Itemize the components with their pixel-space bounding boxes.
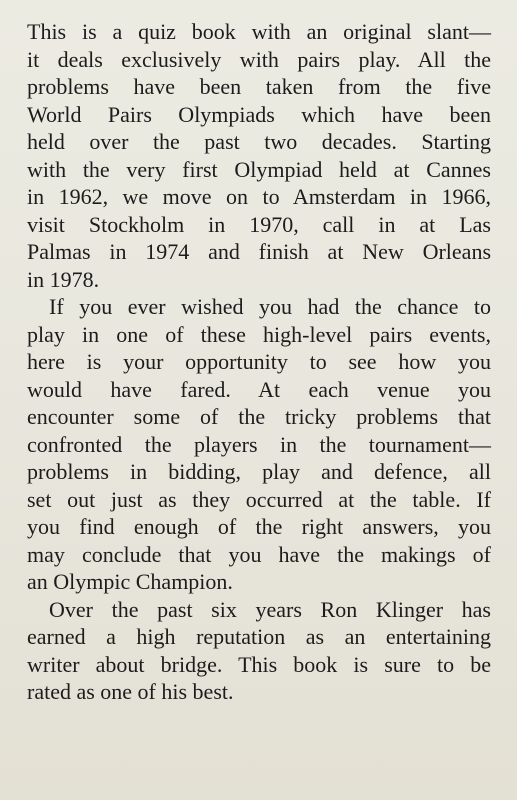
text-line: set out just as they occurred at the table. If — [27, 486, 491, 512]
text-line: here is your opportunity to see how you — [27, 349, 491, 374]
text-line: encounter some of the tricky problems that — [27, 404, 491, 429]
text-line: problems have been taken from the five — [27, 74, 491, 99]
text-line: Palmas in 1974 and finish at New Orleans — [27, 239, 491, 264]
text-line: it deals exclusively with pairs play. All the — [27, 46, 491, 72]
text-line: confronted the players in the tournament— — [27, 431, 491, 457]
text-line: World Pairs Olympiads which have been — [27, 101, 491, 127]
paragraph-intro — [27, 18, 491, 293]
text-line: may conclude that you have the makings of — [27, 541, 491, 567]
text-line: This is a quiz book with an original slant— — [27, 19, 491, 44]
paragraph-author — [27, 596, 491, 706]
paragraph-opportunity — [27, 293, 491, 596]
text-line: rated as one of his best. — [27, 679, 234, 704]
text-line: an Olympic Champion. — [27, 569, 233, 594]
text-line: in 1962, we move on to Amsterdam in 1966, — [27, 184, 491, 209]
text-line: you find enough of the right answers, you — [27, 514, 491, 539]
text-line: writer about bridge. This book is sure to be — [27, 651, 491, 677]
text-line: in 1978. — [27, 266, 100, 292]
text-line: earned a high reputation as an entertaining — [27, 624, 491, 649]
text-line: would have fared. At each venue you — [27, 376, 491, 402]
text-line: with the very first Olympiad held at Cannes — [27, 156, 491, 182]
text-line: If you ever wished you had the chance to — [49, 294, 491, 319]
text-line: held over the past two decades. Starting — [27, 129, 491, 154]
text-line: problems in bidding, play and defence, all — [27, 459, 491, 484]
text-line: Over the past six years Ron Klinger has — [49, 596, 491, 622]
text-line: visit Stockholm in 1970, call in at Las — [27, 211, 491, 237]
text-line: play in one of these high-level pairs events, — [27, 321, 491, 347]
